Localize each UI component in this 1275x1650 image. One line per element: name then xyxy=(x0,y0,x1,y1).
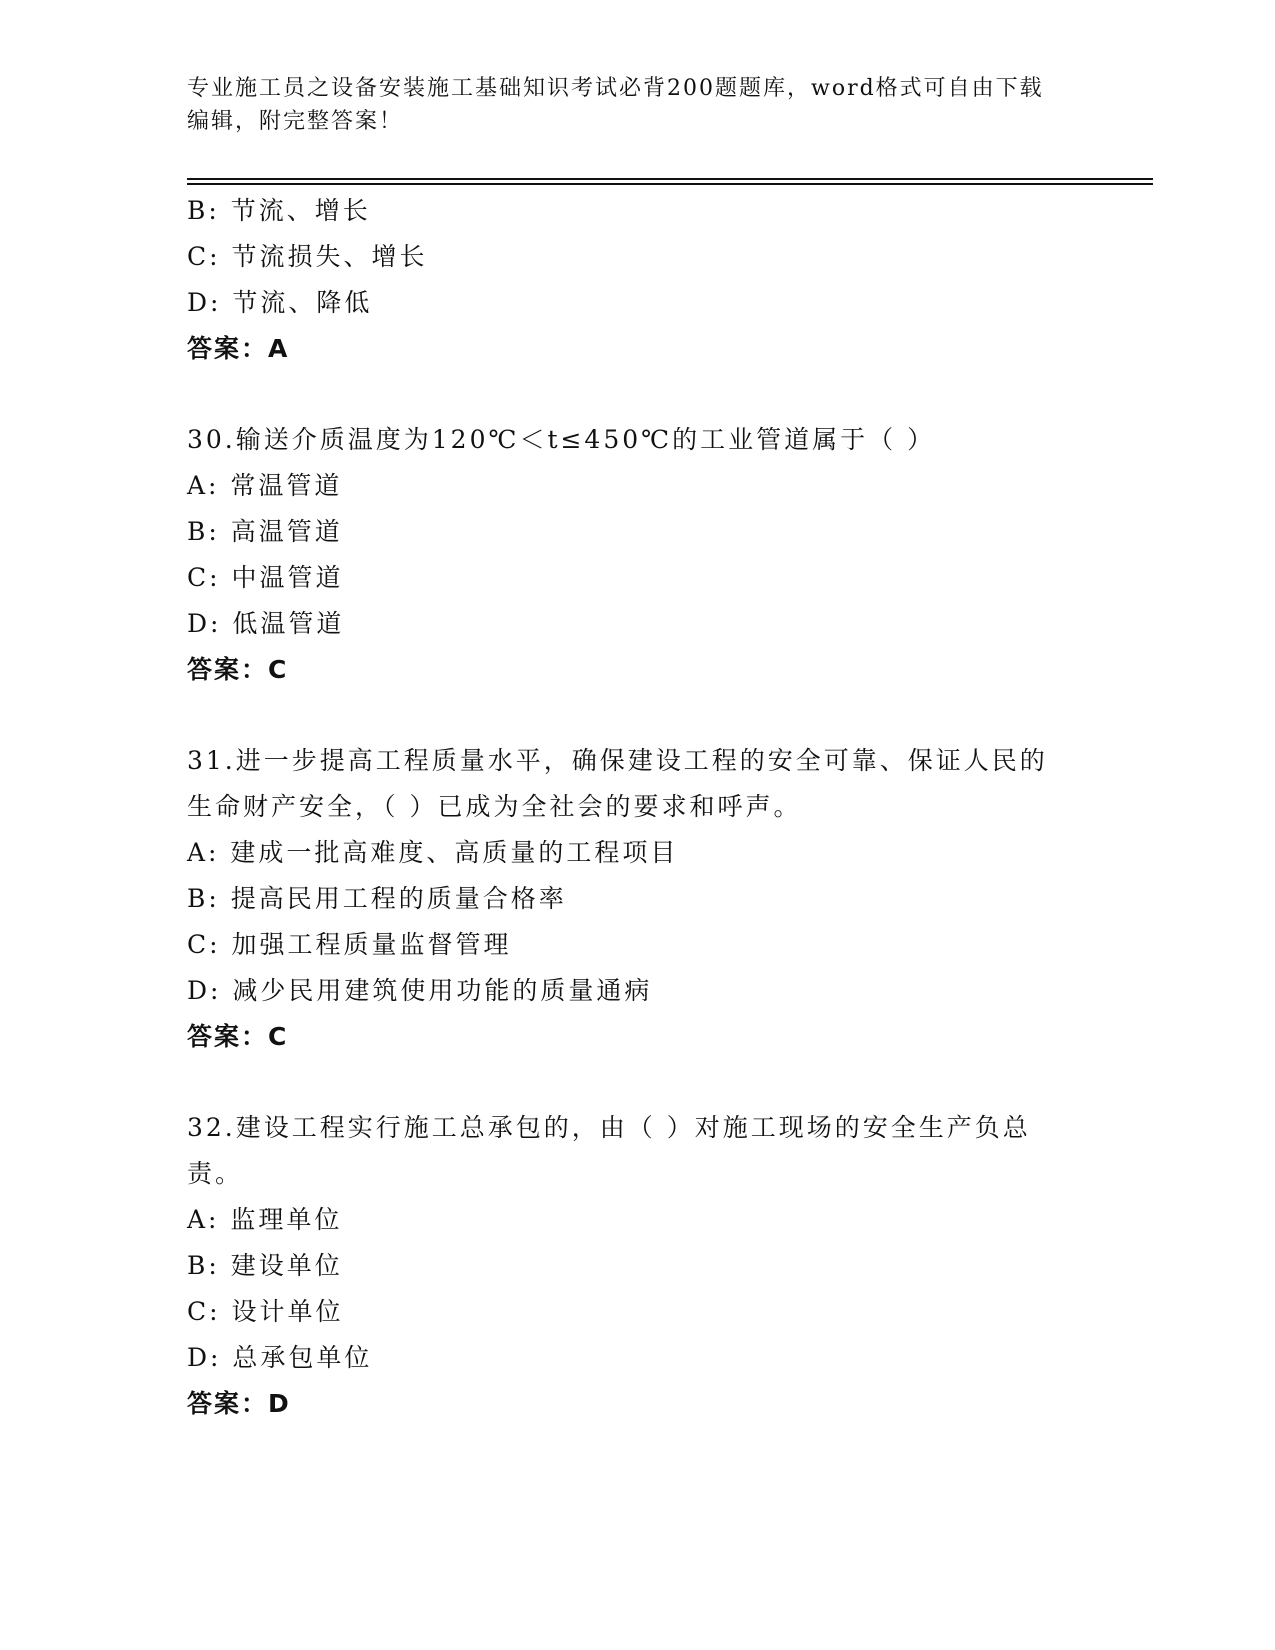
option-d: D: 低温管道 xyxy=(187,609,345,638)
option-d: D: 总承包单位 xyxy=(187,1343,373,1372)
option-b: B: 建设单位 xyxy=(187,1251,343,1280)
option-b: B: 提高民用工程的质量合格率 xyxy=(187,884,567,913)
question-stem-line-2: 责。 xyxy=(187,1159,244,1188)
question-32 xyxy=(187,1105,1087,1427)
option-c: C: 加强工程质量监督管理 xyxy=(187,930,512,959)
option-d: D: 节流、降低 xyxy=(187,288,373,317)
question-31 xyxy=(187,738,1087,1060)
option-d: D: 减少民用建筑使用功能的质量通病 xyxy=(187,976,653,1005)
question-stem-line-2: 生命财产安全，（ ）已成为全社会的要求和呼声。 xyxy=(187,792,802,821)
option-a: A: 建成一批高难度、高质量的工程项目 xyxy=(187,838,679,867)
option-b: B: 节流、增长 xyxy=(187,196,371,225)
header-divider-top xyxy=(187,178,1153,180)
answer: 答案：C xyxy=(187,1022,289,1051)
question-list xyxy=(187,188,1087,1427)
answer: 答案：C xyxy=(187,655,289,684)
answer: 答案：A xyxy=(187,334,290,363)
question-stem-line-1: 31.进一步提高工程质量水平，确保建设工程的安全可靠、保证人民的 xyxy=(187,746,1048,775)
question-30 xyxy=(187,417,1087,693)
option-c: C: 节流损失、增长 xyxy=(187,242,428,271)
document-header xyxy=(187,72,1087,138)
header-line-2: 编辑，附完整答案！ xyxy=(187,109,404,134)
header-divider-bottom xyxy=(187,183,1153,185)
question-stem: 30.输送介质温度为120℃＜t≤450℃的工业管道属于（ ） xyxy=(187,425,936,454)
answer: 答案：D xyxy=(187,1389,291,1418)
option-b: B: 高温管道 xyxy=(187,517,343,546)
option-a: A: 常温管道 xyxy=(187,471,343,500)
question-stem-line-1: 32.建设工程实行施工总承包的，由（ ）对施工现场的安全生产负总 xyxy=(187,1113,1031,1142)
option-c: C: 设计单位 xyxy=(187,1297,344,1326)
question-29-continued xyxy=(187,188,1087,372)
option-c: C: 中温管道 xyxy=(187,563,344,592)
option-a: A: 监理单位 xyxy=(187,1205,343,1234)
header-line-1: 专业施工员之设备安装施工基础知识考试必背200题题库，word格式可自由下载 xyxy=(187,76,1044,101)
